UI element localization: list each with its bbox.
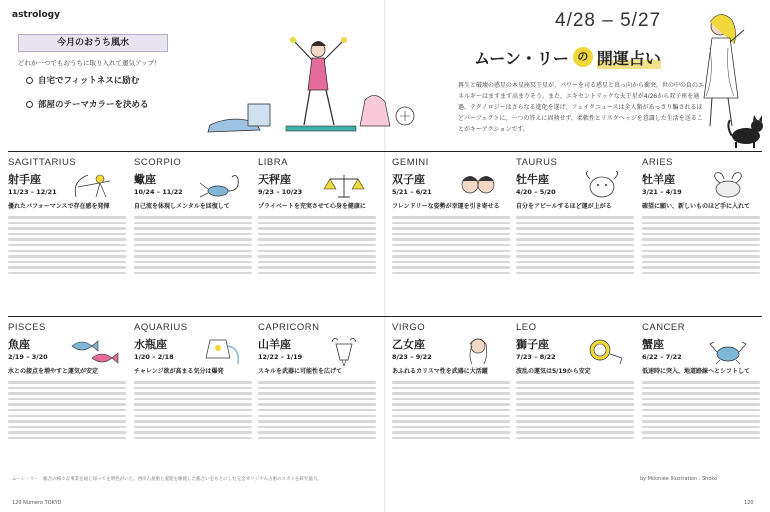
sign-card-virgo: [392, 322, 510, 474]
sign-name-en: GEMINI: [392, 157, 429, 168]
sign-headline: チャレンジ欲が高まる気分は爆発: [134, 368, 224, 375]
scorpion-icon: [192, 171, 248, 201]
lion-icon: [574, 336, 630, 366]
sign-body-text: [134, 213, 252, 309]
sign-body-text: [8, 213, 126, 309]
sign-body-text: [8, 378, 126, 474]
sign-card-libra: [258, 157, 376, 309]
sign-card-cancer: [642, 322, 760, 474]
horoscope-title: [474, 42, 714, 72]
sign-card-aries: [642, 157, 760, 309]
intro-paragraph: 再生と破壊の惑星の木星座冥王星が、パワーを司る惑星と真っ向から衝突。世の中の負のエネルギーはますます高まりそう。また、エキセントリックな天王星が4/26から双子座を通過。テクノロジーはさらなる進化を遂げ、フェイクニュースは全人類があっさり騙されるほどパーフェクトに。一つの答えに固執せず、柔軟性とリスクヘッジを意識した生活を送ることがキーアクションです。: [458, 82, 705, 133]
sign-card-pisces: [8, 322, 126, 474]
fengshui-item: [26, 74, 139, 86]
sign-card-capricorn: [258, 322, 376, 474]
sign-name-en: SAGITTARIUS: [8, 157, 77, 168]
sign-headline: フレンドリーな姿勢が幸運を引き寄せる: [392, 203, 500, 210]
sign-body-text: [516, 213, 634, 309]
sign-dates: 9/23 – 10/23: [258, 188, 303, 196]
sign-dates: 11/23 – 12/21: [8, 188, 57, 196]
fengshui-lead: どれか一つでもおうちに取り入れて運気アップ！: [18, 59, 161, 67]
sign-headline: プライベートを充実させて心身を健康に: [258, 203, 366, 210]
illustration-credit: by Moonlee Illustration : Shoko: [640, 476, 718, 482]
sign-headline: スキルを武器に可能性を広げて: [258, 368, 342, 375]
bullet-ring-icon: [26, 101, 33, 108]
sign-card-taurus: [516, 157, 634, 309]
sign-headline: 自分をアピールするほど運が上がる: [516, 203, 612, 210]
folio-right: 120: [744, 500, 754, 506]
sign-name-en: LIBRA: [258, 157, 288, 168]
bull-icon: [574, 171, 630, 201]
ram-icon: [700, 171, 756, 201]
sign-card-gemini: [392, 157, 510, 309]
sign-body-text: [258, 378, 376, 474]
fengshui-item-label: 自宅でフィットネスに励む: [38, 76, 140, 86]
maiden-icon: [450, 336, 506, 366]
sign-dates: 12/22 – 1/19: [258, 353, 303, 361]
sign-body-text: [516, 378, 634, 474]
sign-headline: 水との接点を増やすと運気が安定: [8, 368, 99, 375]
fish-icon: [66, 336, 122, 366]
title-particle: の: [573, 47, 593, 67]
folio-left: 120 Numéro TOKYO: [12, 500, 62, 506]
sign-name-en: PISCES: [8, 322, 46, 333]
water-bearer-icon: [192, 336, 248, 366]
sign-name-jp: 乙女座: [392, 338, 425, 351]
sign-name-en: LEO: [516, 322, 537, 333]
sign-headline: 波乱の運気は5/19から安定: [516, 368, 591, 375]
sign-name-en: VIRGO: [392, 322, 426, 333]
sign-name-en: SCORPIO: [134, 157, 182, 168]
sign-dates: 6/22 – 7/22: [642, 353, 682, 361]
fitness-woman-illustration: [200, 30, 440, 145]
bullet-ring-icon: [26, 77, 33, 84]
sign-name-jp: 蟹座: [642, 338, 664, 351]
section-tag: astrology: [12, 10, 60, 20]
sign-dates: 1/20 – 2/18: [134, 353, 174, 361]
sign-body-text: [134, 378, 252, 474]
sign-dates: 4/20 – 5/20: [516, 188, 556, 196]
sign-headline: あふれるカリスマ性を武器に大活躍: [392, 368, 488, 375]
crab-icon: [700, 336, 756, 366]
title-name: ムーン・リー: [474, 48, 569, 68]
sign-card-aquarius: [134, 322, 252, 474]
sign-body-text: [392, 378, 510, 474]
sign-name-jp: 牡牛座: [516, 173, 549, 186]
sign-body-text: [392, 213, 510, 309]
sign-name-jp: 蠍座: [134, 173, 156, 186]
sign-card-sagittarius: [8, 157, 126, 309]
sign-name-jp: 射手座: [8, 173, 41, 186]
sign-dates: 5/21 – 6/21: [392, 188, 432, 196]
divider-top: [8, 151, 762, 152]
sign-dates: 2/19 – 3/20: [8, 353, 48, 361]
sign-dates: 3/21 – 4/19: [642, 188, 682, 196]
black-cat-icon: [724, 110, 768, 150]
sign-name-en: ARIES: [642, 157, 674, 168]
date-range: 4/28 – 5/27: [555, 10, 662, 31]
sign-headline: 自己流を体現しメンタルを回復して: [134, 203, 230, 210]
divider-middle: [8, 316, 762, 317]
sign-body-text: [258, 213, 376, 309]
sign-headline: 低速時に突入、地道路線へとシフトして: [642, 368, 751, 375]
twins-icon: [450, 171, 506, 201]
archer-icon: [66, 171, 122, 201]
sign-name-jp: 水瓶座: [134, 338, 167, 351]
sign-name-jp: 双子座: [392, 173, 425, 186]
sign-name-en: CANCER: [642, 322, 686, 333]
sign-headline: 優れたバフォーマンスで存在感を発揮: [8, 203, 110, 210]
scales-icon: [316, 171, 372, 201]
sign-body-text: [642, 378, 760, 474]
sign-dates: 10/24 – 11/22: [134, 188, 183, 196]
sign-name-jp: 魚座: [8, 338, 30, 351]
fengshui-title: 今月のおうち風水: [18, 34, 168, 52]
title-fortune: 開運占い: [597, 46, 661, 69]
sign-name-jp: 天秤座: [258, 173, 291, 186]
sign-name-en: CAPRICORN: [258, 322, 320, 333]
sign-headline: 確望に願い、新しいものほど手に入れて: [642, 203, 751, 210]
sign-name-en: AQUARIUS: [134, 322, 188, 333]
sign-card-leo: [516, 322, 634, 474]
sign-body-text: [642, 213, 760, 309]
sign-name-jp: 獅子座: [516, 338, 549, 351]
sign-name-en: TAURUS: [516, 157, 558, 168]
fengshui-item: [26, 98, 149, 110]
fengshui-item-label: 部屋のテーマカラーを決める: [38, 100, 149, 110]
sign-card-scorpio: [134, 157, 252, 309]
sign-dates: 8/23 – 9/22: [392, 353, 432, 361]
sign-name-jp: 山羊座: [258, 338, 291, 351]
author-footnote: ムーン・リー 総合の様々な事業を通じ知ってを明色がいた、西洋占星術と霊能を駆使した総合いをもとにした完全オリジナル占術のスカイを研究協力。: [12, 477, 322, 482]
sign-name-jp: 牡羊座: [642, 173, 675, 186]
sign-dates: 7/23 – 8/22: [516, 353, 556, 361]
goat-icon: [316, 336, 372, 366]
